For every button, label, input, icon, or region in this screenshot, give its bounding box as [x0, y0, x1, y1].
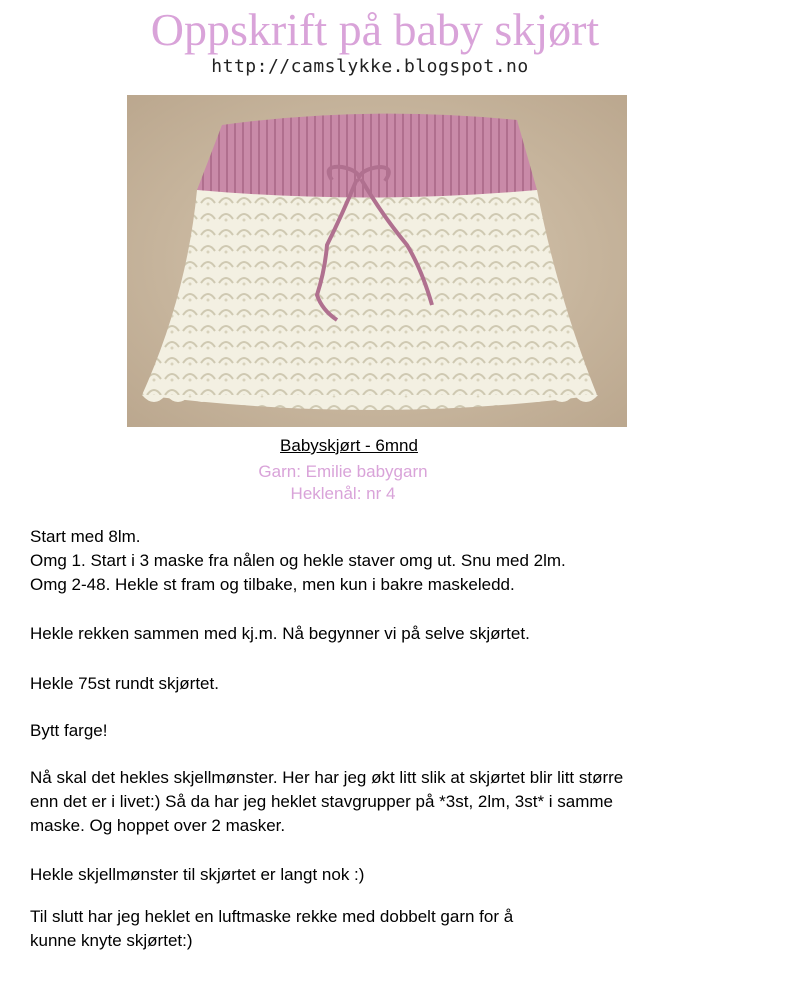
instruction-line: Bytt farge!: [30, 721, 108, 740]
photo-caption: Babyskjørt - 6mnd: [280, 436, 418, 455]
instruction-line: Hekle rekken sammen med kj.m. Nå begynner vi på selve skjørtet.: [30, 624, 530, 643]
instruction-line: Hekle 75st rundt skjørtet.: [30, 674, 219, 693]
instruction-line: Til slutt har jeg heklet en luftmaske rekke med dobbelt garn for å: [30, 907, 514, 926]
materials: [0, 461, 686, 505]
instructions-block-5: [30, 766, 623, 838]
instruction-line: Omg 1. Start i 3 maske fra nålen og hekle staver omg ut. Snu med 2lm.: [30, 551, 566, 570]
yarn-text: Garn: Emilie babygarn: [258, 462, 428, 481]
instruction-line: Start med 8lm.: [30, 527, 141, 546]
instruction-line: enn det er i livet:) Så da har jeg heklet stavgrupper på *3st, 2lm, 3st* i samme: [30, 792, 614, 811]
blog-url[interactable]: http://camslykke.blogspot.no: [211, 56, 529, 77]
instruction-line: maske. Og hoppet over 2 masker.: [30, 816, 286, 835]
instruction-line: Omg 2-48. Hekle st fram og tilbake, men kun i bakre maskeledd.: [30, 575, 515, 594]
instruction-line: Hekle skjellmønster til skjørtet er langt nok :): [30, 865, 365, 884]
instruction-line: kunne knyte skjørtet:): [30, 931, 193, 950]
hook-text: Heklenål: nr 4: [290, 484, 396, 503]
instruction-line: Nå skal det hekles skjellmønster. Her har jeg økt litt slik at skjørtet blir litt større: [30, 768, 624, 787]
page-title: Oppskrift på baby skjørt: [150, 4, 600, 55]
instructions-block-1: [30, 525, 566, 597]
instructions-block-7: [30, 905, 513, 953]
skirt-photo: [127, 95, 627, 427]
